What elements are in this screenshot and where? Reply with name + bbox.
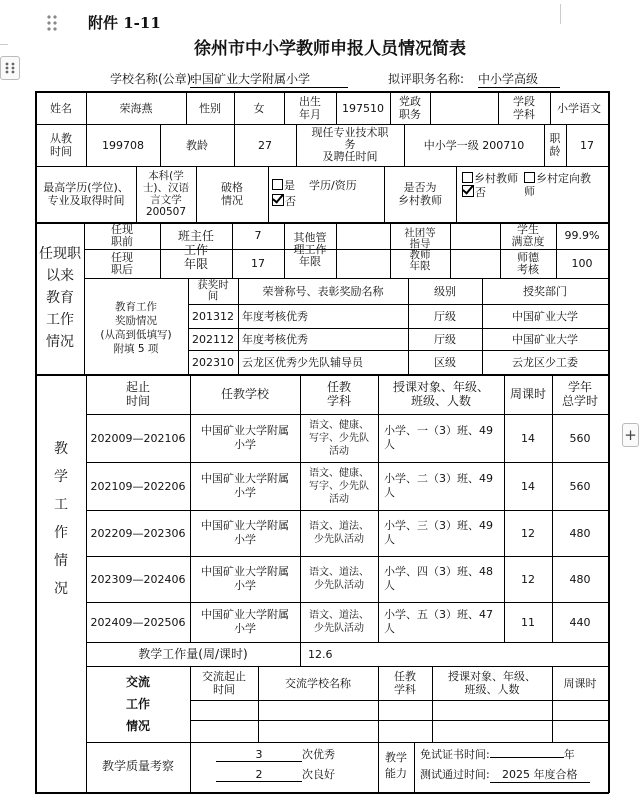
rural-options [462, 172, 612, 199]
head-teacher-after[interactable]: 17 [251, 257, 265, 270]
grid-line [190, 742, 191, 792]
plus-icon: + [624, 426, 637, 444]
club-after[interactable] [450, 249, 500, 278]
title-value[interactable]: 中小学一级 200710 [423, 138, 525, 152]
exch-col-school: 交流学校名称 [285, 676, 351, 690]
award-name[interactable]: 云龙区优秀少先队辅导员 [242, 355, 363, 369]
workload-value[interactable]: 12.6 [308, 648, 333, 661]
grid-line [268, 166, 269, 222]
rural-label: 是否为 乡村教师 [398, 181, 442, 207]
award-time[interactable]: 202310 [192, 355, 234, 369]
teach-total[interactable]: 480 [569, 526, 591, 540]
teach-col-weekly: 周课时 [509, 386, 546, 401]
rural-directed-checkbox[interactable] [524, 172, 535, 183]
break-yes-label: 是 [284, 179, 295, 192]
award-level[interactable]: 厅级 [434, 332, 456, 346]
award-time[interactable]: 201312 [192, 309, 234, 323]
grid-line [190, 720, 608, 721]
award-col-dept: 授奖部门 [523, 284, 567, 298]
teach-target[interactable]: 小学、五（3）班、47 人 [384, 608, 493, 635]
cert-label: 免试证书时间: [420, 748, 490, 761]
teach-school[interactable]: 中国矿业大学附属 小学 [201, 424, 289, 451]
rural-teacher-checkbox[interactable] [462, 172, 473, 183]
rank-value[interactable]: 17 [580, 138, 594, 152]
excellent-label: 次优秀 [302, 748, 335, 761]
teach-weekly[interactable]: 14 [521, 431, 535, 445]
teach-col-total: 学年 总学时 [561, 380, 598, 408]
birth-label: 出生 年月 [299, 95, 321, 121]
other-mgmt-after[interactable] [336, 249, 390, 278]
cert-blank[interactable] [490, 757, 564, 758]
age-label: 教龄 [186, 138, 208, 152]
good-row [216, 766, 335, 782]
start-label: 从教 时间 [50, 132, 72, 158]
good-count[interactable]: 2 [216, 768, 302, 782]
award-time[interactable]: 202112 [192, 332, 234, 346]
quality-label: 教学质量考察 [101, 758, 174, 773]
award-col-level: 级别 [434, 284, 456, 298]
teach-school[interactable]: 中国矿业大学附属 小学 [201, 608, 289, 635]
teach-target[interactable]: 小学、二（3）班、49 人 [384, 472, 493, 499]
satisfaction-label: 学生 满意度 [511, 222, 545, 248]
exch-col-subject: 任教 学科 [394, 670, 416, 696]
test-value[interactable]: 2025 年度合格 [490, 766, 590, 783]
grid-line [456, 166, 457, 222]
other-mgmt-label: 其他管 理工作 年限 [293, 231, 327, 268]
school-name-value[interactable]: 中国矿业大学附属小学 [190, 70, 348, 88]
work-section-label: 任现职 以来 教育 工作 情况 [39, 246, 81, 350]
ethics-label: 师德 考核 [517, 250, 539, 276]
teach-subject[interactable]: 语文、道法、 少先队活动 [309, 521, 369, 545]
ethics-value[interactable]: 100 [571, 257, 593, 270]
teach-weekly[interactable]: 14 [521, 479, 535, 493]
after-label: 任现 职后 [111, 250, 133, 276]
age-value[interactable]: 27 [258, 138, 272, 152]
excellent-row [216, 746, 335, 762]
award-col-name: 荣誉称号、表彰奖励名称 [262, 284, 384, 298]
teach-subject[interactable]: 语文、道法、 少先队活动 [309, 567, 369, 591]
grid-line [300, 642, 301, 666]
grip-dots-icon [45, 12, 59, 34]
teach-total[interactable]: 560 [569, 479, 591, 493]
teach-period[interactable]: 202009—202106 [90, 431, 186, 445]
margin-guide [0, 44, 8, 45]
rank-label: 职 龄 [549, 132, 561, 158]
award-dept[interactable]: 中国矿业大学 [512, 309, 578, 323]
break-yes-checkbox[interactable] [272, 179, 283, 190]
teach-weekly[interactable]: 12 [521, 572, 535, 586]
break-mid-label: 学历/资历 [309, 179, 357, 192]
teach-target[interactable]: 小学、一（3）班、49 人 [384, 424, 493, 451]
teach-col-subject: 任教 学科 [326, 380, 351, 408]
head-teacher-label: 班主任 工作 年限 [177, 229, 214, 271]
teach-school[interactable]: 中国矿业大学附属 小学 [201, 472, 289, 499]
exchange-side-label: 交流 工作 情况 [125, 675, 150, 733]
table-move-handle[interactable] [0, 56, 20, 80]
award-dept[interactable]: 中国矿业大学 [512, 332, 578, 346]
exch-col-weekly: 周课时 [563, 676, 597, 690]
gender-label: 性别 [199, 101, 221, 115]
name-label: 姓名 [50, 101, 72, 115]
title-label: 现任专业技术职 务 及聘任时间 [311, 126, 389, 163]
cert-row [420, 746, 575, 762]
workload-label: 教学工作量(周/课时) [138, 646, 248, 661]
teach-period[interactable]: 202209—202306 [90, 526, 186, 540]
grip-dots-icon [1, 57, 19, 79]
award-col-time: 获奖时 间 [197, 279, 229, 302]
gender-value[interactable]: 女 [253, 101, 265, 115]
education-label: 最高学历(学位)、 专业及取得时间 [43, 181, 129, 207]
break-no-checkbox-checked[interactable] [272, 194, 284, 206]
drag-handle-icon[interactable] [45, 12, 59, 34]
grid-line [414, 742, 415, 792]
margin-guide [560, 4, 561, 24]
teach-col-school: 任教学校 [220, 386, 269, 401]
teach-subject[interactable]: 语文、健康、 写字、少先队 活动 [309, 467, 369, 505]
excellent-count[interactable]: 3 [216, 748, 302, 762]
teach-weekly[interactable]: 12 [521, 526, 535, 540]
rural-no-label: 否 [475, 186, 486, 199]
test-row [420, 766, 590, 783]
birth-value[interactable]: 197510 [342, 101, 384, 115]
teach-weekly[interactable]: 11 [521, 615, 535, 629]
attachment-label: 附件 1-11 [88, 14, 161, 32]
teach-target[interactable]: 小学、四（3）班、48 人 [384, 565, 493, 592]
cert-suffix: 年 [563, 748, 575, 761]
name-value[interactable]: 荣海燕 [119, 101, 153, 115]
award-level[interactable]: 区级 [434, 355, 456, 369]
teach-period[interactable]: 202309—202406 [90, 572, 186, 586]
exch-col-time: 交流起止 时间 [202, 670, 246, 696]
teach-total[interactable]: 480 [569, 572, 591, 586]
award-level[interactable]: 厅级 [434, 309, 456, 323]
break-no-label: 否 [285, 195, 296, 208]
teach-target[interactable]: 小学、三（3）班、49 人 [384, 519, 493, 546]
position-label: 拟评职务名称: [388, 72, 465, 86]
education-value[interactable]: 本科(学 士)、汉语 言文学 200507 [142, 170, 190, 218]
subject-value[interactable]: 小学语文 [557, 101, 601, 115]
satisfaction-value[interactable]: 99.9% [564, 229, 600, 242]
rural-teacher-label: 乡村教师 [474, 172, 518, 185]
teach-subject[interactable]: 语文、道法、 少先队活动 [309, 610, 369, 634]
test-label: 测试通过时间: [420, 768, 490, 781]
club-label: 社团等 指导 教师 年限 [404, 227, 436, 272]
subject-label: 学段 学科 [513, 95, 535, 121]
grid-line [190, 700, 608, 701]
teach-total[interactable]: 560 [569, 431, 591, 445]
teaching-section-label: 教 学 工 作 情 况 [54, 441, 68, 597]
club-before[interactable] [450, 222, 500, 249]
award-dept[interactable]: 云龙区少工委 [512, 355, 578, 369]
teach-period[interactable]: 202409—202506 [90, 615, 186, 629]
award-name[interactable]: 年度考核优秀 [242, 309, 308, 323]
party-label: 党政 职务 [399, 95, 421, 121]
position-value[interactable]: 中小学高级 [478, 70, 560, 88]
page-title: 徐州市中小学教师申报人员情况简表 [194, 39, 466, 59]
rural-directed-label: 乡村定向教 师 [524, 172, 591, 198]
exch-col-target: 授课对象、年级、 班级、人数 [448, 670, 536, 696]
teach-total[interactable]: 440 [569, 615, 591, 629]
break-options [272, 178, 382, 210]
award-name[interactable]: 年度考核优秀 [242, 332, 308, 346]
rural-no-checkbox-checked[interactable] [462, 185, 474, 197]
teach-school[interactable]: 中国矿业大学附属 小学 [201, 565, 289, 592]
break-label: 破格 情况 [221, 181, 243, 207]
before-label: 任现 职前 [111, 222, 133, 248]
teach-subject[interactable]: 语文、健康、 写字、少先队 活动 [309, 419, 369, 457]
awards-side-label: 教育工作 奖励情况 (从高到低填写) 附填 5 项 [100, 301, 172, 355]
ability-label: 教学 能力 [385, 751, 407, 780]
teach-col-target: 授课对象、年级、 班级、人数 [392, 380, 489, 408]
other-mgmt-before[interactable] [336, 222, 390, 249]
add-column-button[interactable] [622, 423, 639, 447]
school-name-label: 学校名称(公章): [110, 72, 196, 86]
teach-period[interactable]: 202109—202206 [90, 479, 186, 493]
start-value[interactable]: 199708 [102, 138, 144, 152]
good-label: 次良好 [302, 768, 335, 781]
teach-school[interactable]: 中国矿业大学附属 小学 [201, 519, 289, 546]
table-border [35, 792, 609, 794]
party-value[interactable] [430, 92, 498, 124]
head-teacher-before[interactable]: 7 [254, 229, 262, 242]
teach-col-period: 起止 时间 [125, 380, 150, 408]
